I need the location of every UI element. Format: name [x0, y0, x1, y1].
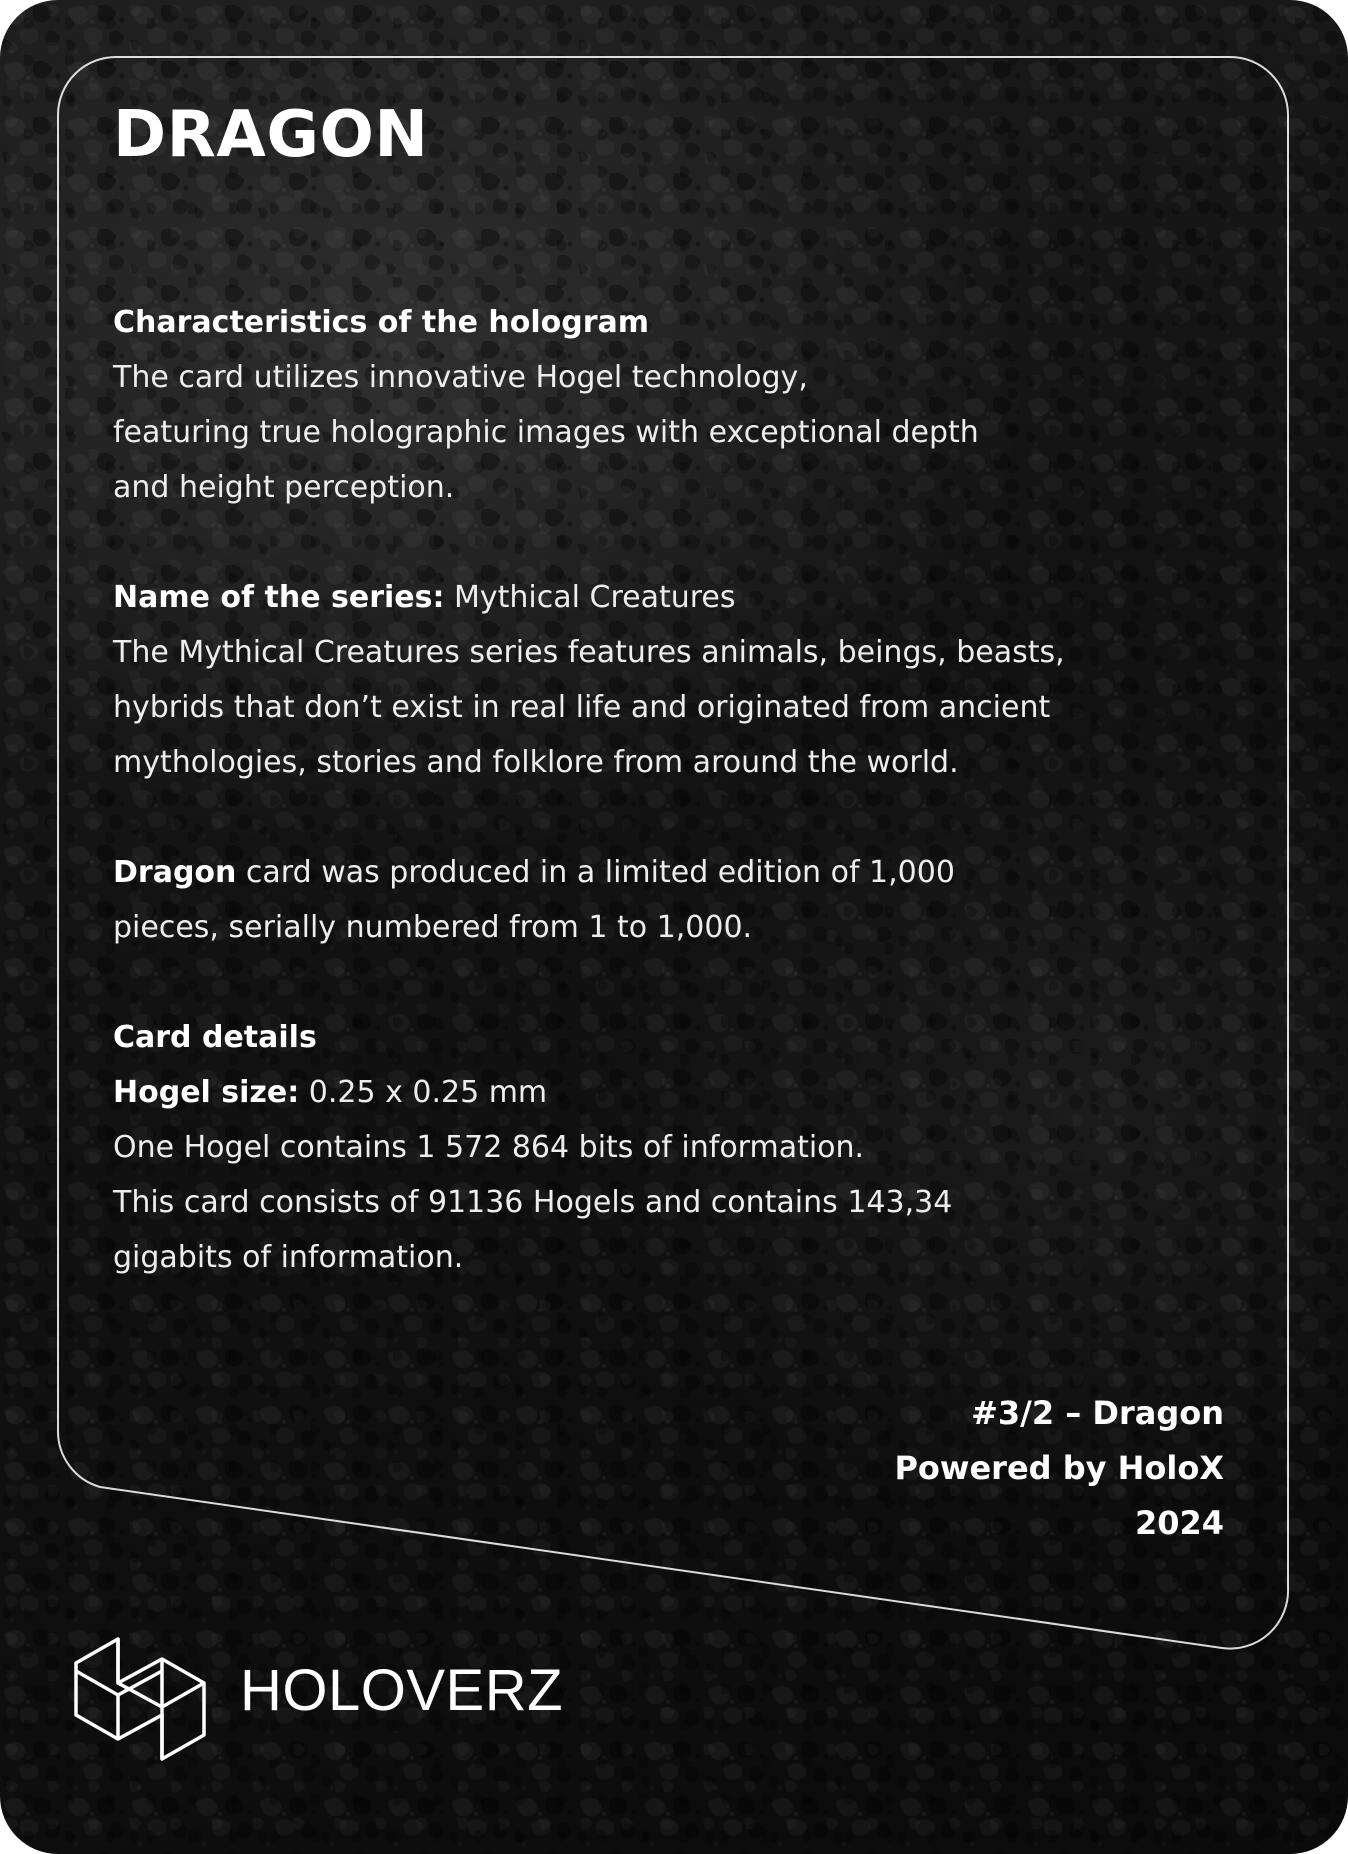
edition-line	[113, 845, 1253, 900]
series-value: Mythical Creatures	[444, 580, 736, 615]
hologram-line: The card utilizes innovative Hogel technology,	[113, 360, 808, 395]
card-description	[113, 295, 1253, 1285]
edition-name: Dragon	[113, 855, 237, 890]
hogel-size-line	[113, 1065, 1253, 1120]
series-label: Name of the series:	[113, 580, 445, 615]
series-line: The Mythical Creatures series features animals, beings, beasts,	[113, 635, 1065, 670]
hogel-size-label: Hogel size:	[113, 1075, 300, 1110]
edition-line: pieces, serially numbered from 1 to 1,000.	[113, 910, 753, 945]
hologram-heading: Characteristics of the hologram	[113, 305, 650, 340]
card-year: 2024	[1134, 1504, 1224, 1542]
series-line: hybrids that don’t exist in real life and originated from ancient	[113, 690, 1051, 725]
hologram-line: featuring true holographic images with exceptional depth	[113, 415, 979, 450]
hologram-line: and height perception.	[113, 470, 455, 505]
details-line: This card consists of 91136 Hogels and contains 143,34	[113, 1185, 953, 1220]
series-line: mythologies, stories and folklore from around the world.	[113, 745, 959, 780]
card-title: DRAGON	[113, 98, 429, 172]
card-signature	[894, 1386, 1224, 1551]
powered-by: Powered by HoloX	[894, 1449, 1224, 1487]
holoverz-logo-icon	[72, 1625, 208, 1761]
details-line: One Hogel contains 1 572 864 bits of information.	[113, 1130, 865, 1165]
details-line: gigabits of information.	[113, 1240, 464, 1275]
details-heading: Card details	[113, 1020, 317, 1055]
edition-text: card was produced in a limited edition of 1,000	[236, 855, 955, 890]
series-name-line	[113, 570, 1253, 625]
brand-name: HOLOVERZ	[240, 1658, 564, 1723]
hogel-size-value: 0.25 x 0.25 mm	[299, 1075, 548, 1110]
card-number: #3/2 – Dragon	[971, 1394, 1224, 1432]
